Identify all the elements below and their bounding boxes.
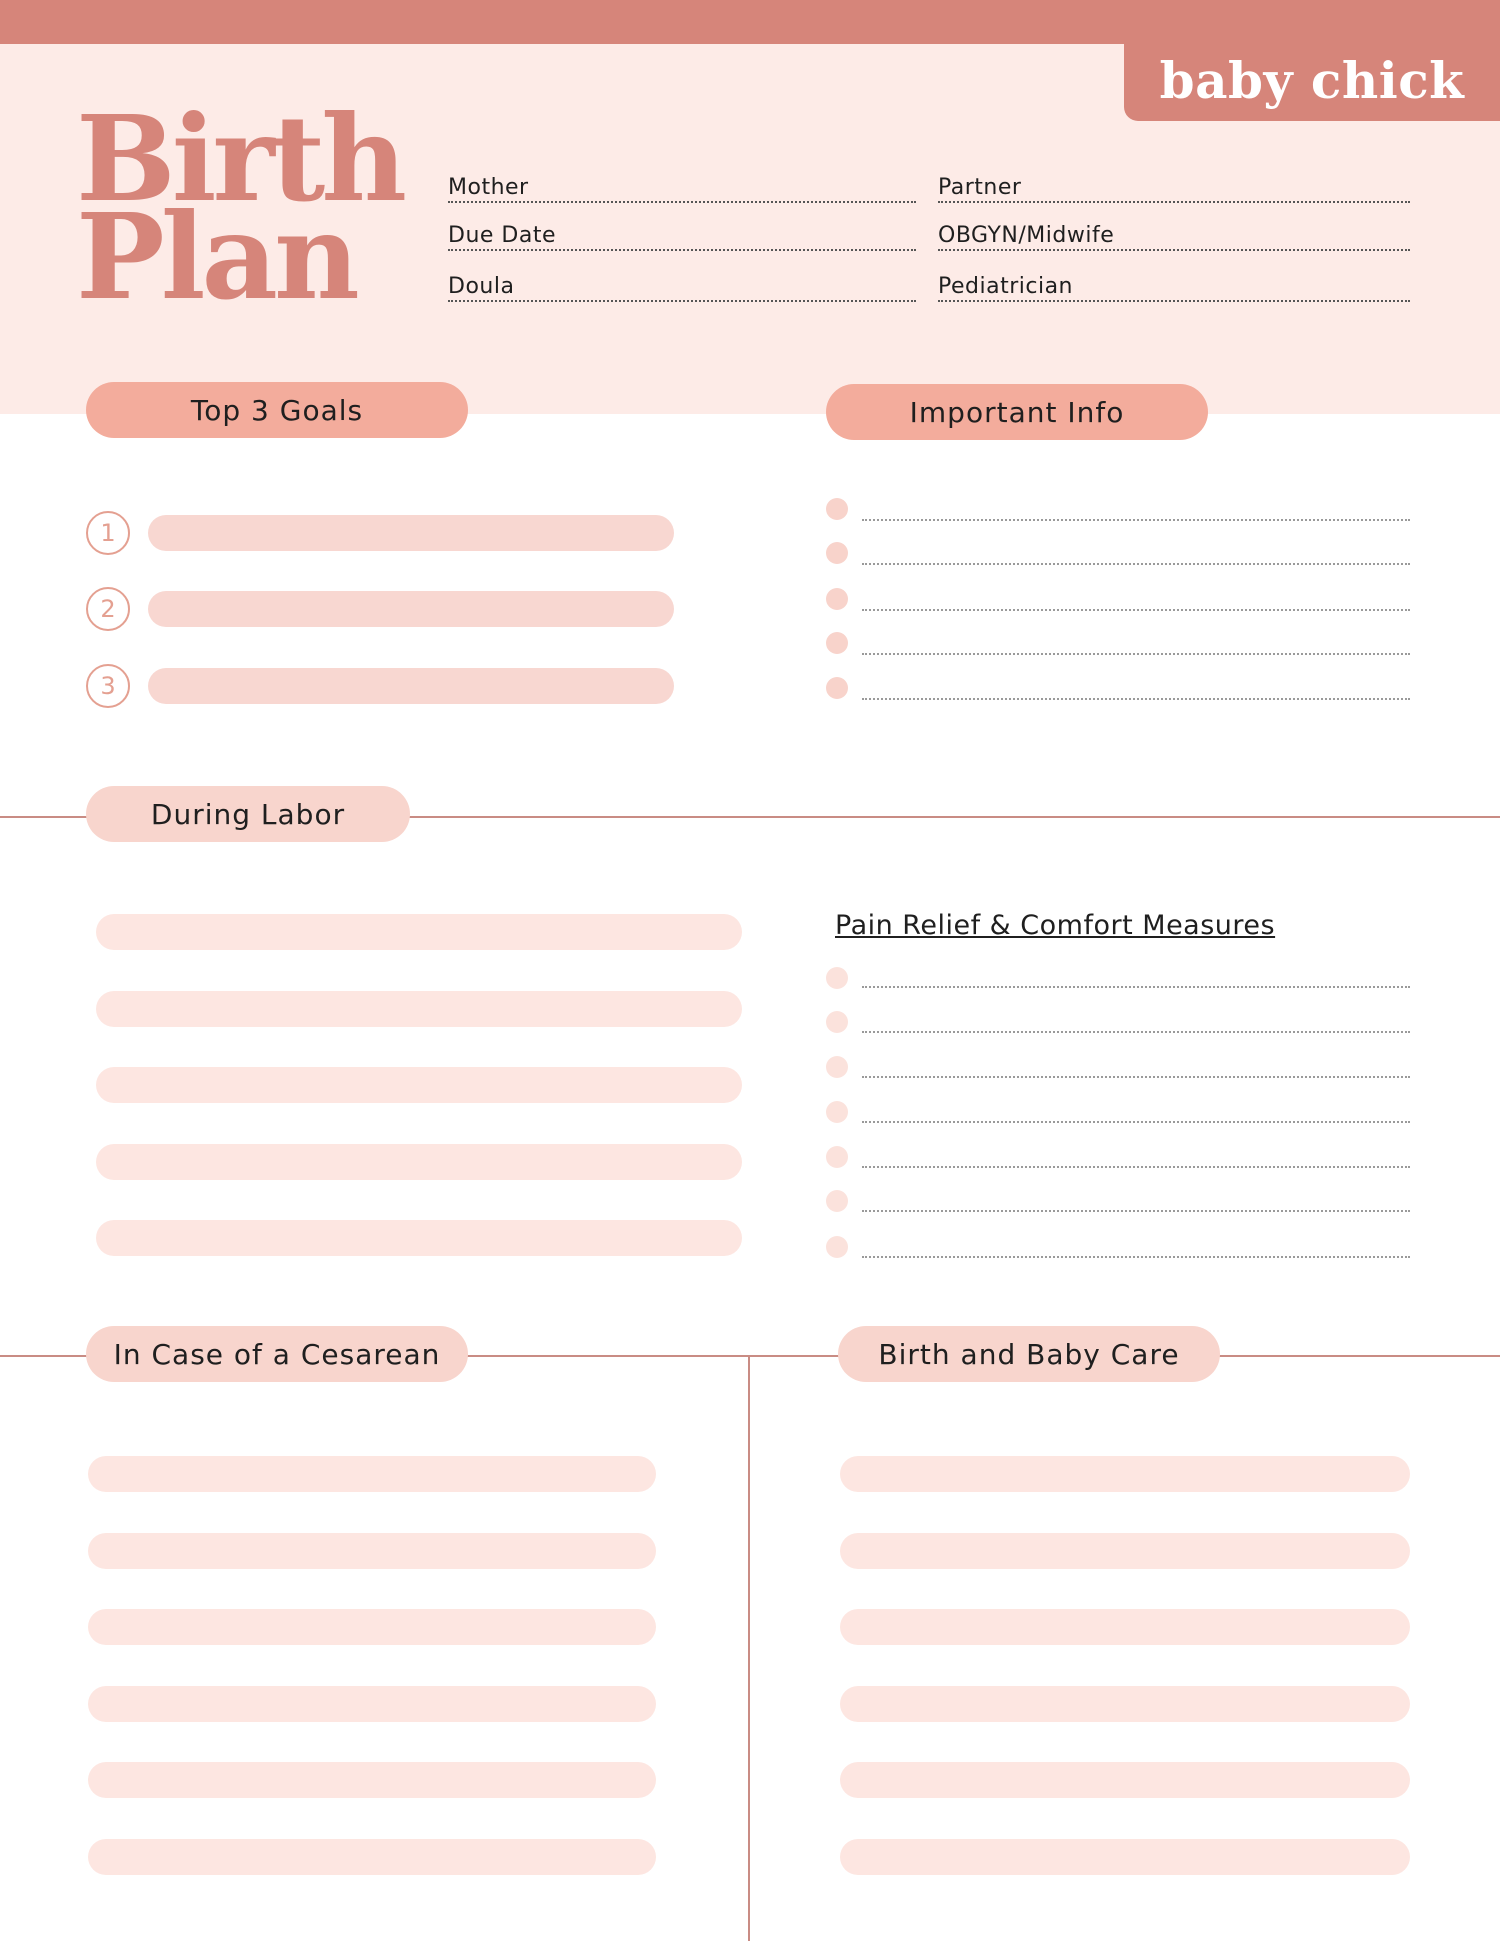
info-line-1[interactable] xyxy=(862,519,1410,521)
pain-line-2[interactable] xyxy=(862,1031,1410,1033)
pain-line-5[interactable] xyxy=(862,1166,1410,1168)
doula-field[interactable] xyxy=(448,274,916,302)
baby-care-input-5[interactable] xyxy=(840,1762,1410,1798)
labor-input-4[interactable] xyxy=(96,1144,742,1180)
info-bullet-3 xyxy=(826,588,848,610)
mother-field[interactable] xyxy=(448,175,916,203)
pain-bullet-6 xyxy=(826,1190,848,1212)
goal-number-2: 2 xyxy=(86,587,130,631)
pain-line-1[interactable] xyxy=(862,986,1410,988)
info-line-4[interactable] xyxy=(862,653,1410,655)
baby-care-input-4[interactable] xyxy=(840,1686,1410,1722)
info-line-2[interactable] xyxy=(862,563,1410,565)
due-date-label: Due Date xyxy=(448,223,556,248)
baby-care-input-2[interactable] xyxy=(840,1533,1410,1569)
goal-number-1: 1 xyxy=(86,511,130,555)
goal-input-1[interactable] xyxy=(148,515,674,551)
labor-input-1[interactable] xyxy=(96,914,742,950)
labor-input-2[interactable] xyxy=(96,991,742,1027)
baby-care-input-6[interactable] xyxy=(840,1839,1410,1875)
goal-input-3[interactable] xyxy=(148,668,674,704)
labor-input-5[interactable] xyxy=(96,1220,742,1256)
due-date-field[interactable] xyxy=(448,223,916,251)
obgyn-label: OBGYN/Midwife xyxy=(938,223,1115,248)
cesarean-input-5[interactable] xyxy=(88,1762,656,1798)
pain-line-3[interactable] xyxy=(862,1076,1410,1078)
page-title xyxy=(76,89,404,326)
pain-bullet-2 xyxy=(826,1011,848,1033)
info-line-3[interactable] xyxy=(862,609,1410,611)
pain-relief-heading: Pain Relief & Comfort Measures xyxy=(835,910,1276,941)
title-line-1: Birth xyxy=(76,89,404,228)
doula-label: Doula xyxy=(448,274,515,299)
pain-bullet-5 xyxy=(826,1146,848,1168)
pediatrician-label: Pediatrician xyxy=(938,274,1073,299)
during-labor-heading: During Labor xyxy=(86,786,410,842)
info-bullet-5 xyxy=(826,677,848,699)
baby-care-input-1[interactable] xyxy=(840,1456,1410,1492)
goal-number-3: 3 xyxy=(86,664,130,708)
important-info-heading: Important Info xyxy=(826,384,1208,440)
pain-bullet-1 xyxy=(826,967,848,989)
info-line-5[interactable] xyxy=(862,698,1410,700)
labor-input-3[interactable] xyxy=(96,1067,742,1103)
baby-care-heading: Birth and Baby Care xyxy=(838,1326,1220,1382)
mother-label: Mother xyxy=(448,175,529,200)
pain-bullet-7 xyxy=(826,1236,848,1258)
cesarean-input-6[interactable] xyxy=(88,1839,656,1875)
partner-field[interactable] xyxy=(938,175,1410,203)
info-bullet-2 xyxy=(826,542,848,564)
title-line-2: Plan xyxy=(76,187,356,326)
pain-bullet-3 xyxy=(826,1056,848,1078)
pain-bullet-4 xyxy=(826,1101,848,1123)
pediatrician-field[interactable] xyxy=(938,274,1410,302)
column-divider xyxy=(748,1355,750,1941)
info-bullet-1 xyxy=(826,498,848,520)
goal-input-2[interactable] xyxy=(148,591,674,627)
pain-line-7[interactable] xyxy=(862,1256,1410,1258)
cesarean-input-1[interactable] xyxy=(88,1456,656,1492)
baby-care-input-3[interactable] xyxy=(840,1609,1410,1645)
cesarean-heading: In Case of a Cesarean xyxy=(86,1326,468,1382)
brand-logo: baby chick xyxy=(1124,40,1500,121)
cesarean-input-3[interactable] xyxy=(88,1609,656,1645)
cesarean-input-4[interactable] xyxy=(88,1686,656,1722)
top-goals-heading: Top 3 Goals xyxy=(86,382,468,438)
cesarean-input-2[interactable] xyxy=(88,1533,656,1569)
info-bullet-4 xyxy=(826,632,848,654)
partner-label: Partner xyxy=(938,175,1022,200)
pain-line-4[interactable] xyxy=(862,1121,1410,1123)
top-accent-bar xyxy=(0,0,1500,44)
obgyn-field[interactable] xyxy=(938,223,1410,251)
pain-line-6[interactable] xyxy=(862,1210,1410,1212)
